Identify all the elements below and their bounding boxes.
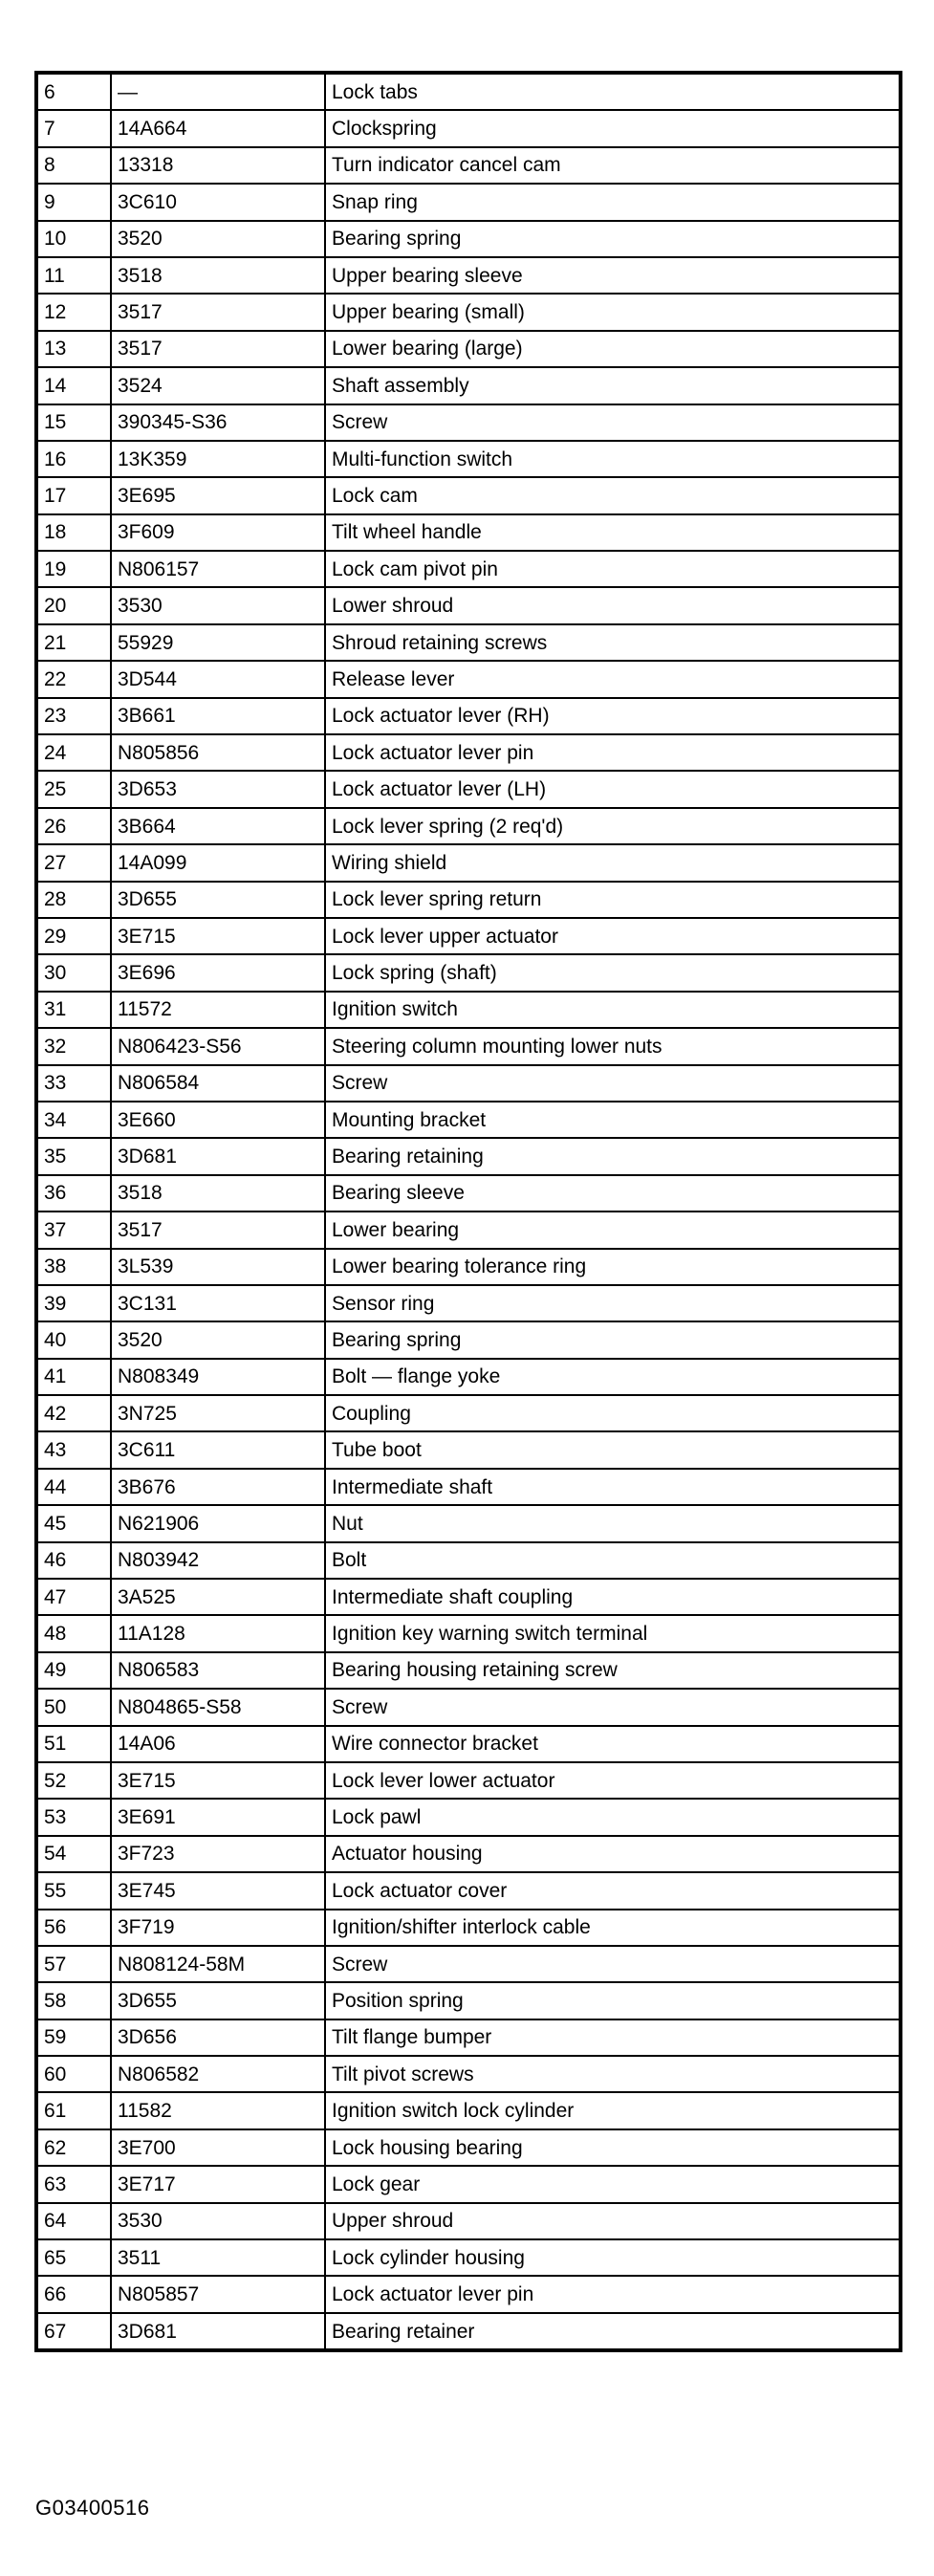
description-cell: Lock lever upper actuator [325,918,901,954]
part-number-cell: N805856 [111,734,325,771]
part-number-cell: 14A664 [111,110,325,146]
item-number-cell: 38 [36,1249,111,1285]
table-row [36,404,901,441]
description-cell: Intermediate shaft coupling [325,1579,901,1615]
table-row [36,992,901,1028]
table-row [36,294,901,330]
item-number-cell: 23 [36,698,111,734]
description-cell: Lock gear [325,2166,901,2202]
table-row [36,1762,901,1799]
table-row [36,2056,901,2092]
item-number-cell: 43 [36,1431,111,1468]
part-number-cell: 3E700 [111,2129,325,2166]
table-row [36,771,901,807]
table-row [36,1689,901,1725]
table-row [36,2313,901,2350]
item-number-cell: 45 [36,1505,111,1541]
part-number-cell: N806157 [111,551,325,587]
table-row [36,882,901,918]
table-row [36,514,901,551]
description-cell: Bearing retaining [325,1138,901,1174]
part-number-cell: 3A525 [111,1579,325,1615]
description-cell: Lower bearing tolerance ring [325,1249,901,1285]
part-number-cell: 3517 [111,1212,325,1248]
item-number-cell: 28 [36,882,111,918]
item-number-cell: 64 [36,2203,111,2239]
item-number-cell: 7 [36,110,111,146]
description-cell: Actuator housing [325,1836,901,1872]
table-row [36,110,901,146]
parts-table-body [36,73,901,2350]
item-number-cell: 35 [36,1138,111,1174]
part-number-cell: N808124-58M [111,1946,325,1982]
part-number-cell: 13318 [111,147,325,184]
table-row [36,2129,901,2166]
description-cell: Lock tabs [325,73,901,110]
table-row [36,441,901,477]
part-number-cell: N808349 [111,1359,325,1395]
item-number-cell: 11 [36,257,111,294]
item-number-cell: 62 [36,2129,111,2166]
description-cell: Lower bearing (large) [325,331,901,367]
item-number-cell: 24 [36,734,111,771]
item-number-cell: 50 [36,1689,111,1725]
description-cell: Bearing spring [325,1321,901,1358]
item-number-cell: 67 [36,2313,111,2350]
description-cell: Ignition switch lock cylinder [325,2092,901,2128]
item-number-cell: 30 [36,954,111,991]
table-row [36,624,901,661]
part-number-cell: 3D544 [111,661,325,697]
description-cell: Shaft assembly [325,367,901,404]
description-cell: Lock cylinder housing [325,2239,901,2276]
part-number-cell: 11582 [111,2092,325,2128]
part-number-cell: 3518 [111,257,325,294]
item-number-cell: 46 [36,1542,111,1579]
table-row [36,1542,901,1579]
description-cell: Clockspring [325,110,901,146]
table-row [36,551,901,587]
item-number-cell: 22 [36,661,111,697]
description-cell: Lock lever spring (2 req'd) [325,808,901,844]
description-cell: Upper shroud [325,2203,901,2239]
table-row [36,1982,901,2019]
part-number-cell: 3C131 [111,1285,325,1321]
item-number-cell: 27 [36,844,111,881]
table-row [36,331,901,367]
description-cell: Release lever [325,661,901,697]
item-number-cell: 20 [36,587,111,623]
item-number-cell: 61 [36,2092,111,2128]
part-number-cell: 3524 [111,367,325,404]
item-number-cell: 10 [36,221,111,257]
part-number-cell: N806582 [111,2056,325,2092]
item-number-cell: 55 [36,1872,111,1909]
description-cell: Lower bearing [325,1212,901,1248]
part-number-cell: 3D656 [111,2019,325,2056]
item-number-cell: 9 [36,184,111,220]
table-row [36,1652,901,1689]
item-number-cell: 66 [36,2276,111,2312]
item-number-cell: 51 [36,1726,111,1762]
description-cell: Lock actuator lever (LH) [325,771,901,807]
part-number-cell: 11572 [111,992,325,1028]
item-number-cell: 47 [36,1579,111,1615]
table-row [36,954,901,991]
description-cell: Sensor ring [325,1285,901,1321]
table-row [36,698,901,734]
description-cell: Wiring shield [325,844,901,881]
part-number-cell: 3F723 [111,1836,325,1872]
table-row [36,918,901,954]
table-row [36,477,901,513]
description-cell: Upper bearing sleeve [325,257,901,294]
item-number-cell: 53 [36,1799,111,1835]
item-number-cell: 41 [36,1359,111,1395]
item-number-cell: 65 [36,2239,111,2276]
description-cell: Lock housing bearing [325,2129,901,2166]
table-row [36,1726,901,1762]
item-number-cell: 32 [36,1028,111,1064]
part-number-cell: 3F609 [111,514,325,551]
item-number-cell: 33 [36,1065,111,1102]
part-number-cell: 3517 [111,331,325,367]
item-number-cell: 54 [36,1836,111,1872]
description-cell: Lock cam [325,477,901,513]
item-number-cell: 44 [36,1469,111,1505]
description-cell: Bearing spring [325,221,901,257]
table-row [36,1395,901,1431]
description-cell: Bearing housing retaining screw [325,1652,901,1689]
part-number-cell: 3C611 [111,1431,325,1468]
part-number-cell: 3F719 [111,1910,325,1946]
description-cell: Tilt flange bumper [325,2019,901,2056]
table-row [36,734,901,771]
item-number-cell: 57 [36,1946,111,1982]
table-row [36,1321,901,1358]
item-number-cell: 29 [36,918,111,954]
part-number-cell: 11A128 [111,1615,325,1651]
description-cell: Shroud retaining screws [325,624,901,661]
part-number-cell: 3E660 [111,1102,325,1138]
part-number-cell: N806423-S56 [111,1028,325,1064]
table-row [36,2276,901,2312]
part-number-cell: 3D655 [111,1982,325,2019]
part-number-cell: 14A099 [111,844,325,881]
description-cell: Lock actuator lever pin [325,734,901,771]
description-cell: Lock cam pivot pin [325,551,901,587]
part-number-cell: N805857 [111,2276,325,2312]
item-number-cell: 40 [36,1321,111,1358]
description-cell: Lock lever spring return [325,882,901,918]
part-number-cell: 3520 [111,1321,325,1358]
table-row [36,2092,901,2128]
item-number-cell: 14 [36,367,111,404]
description-cell: Lower shroud [325,587,901,623]
description-cell: Multi-function switch [325,441,901,477]
item-number-cell: 19 [36,551,111,587]
item-number-cell: 13 [36,331,111,367]
part-number-cell: 3B664 [111,808,325,844]
table-row [36,1138,901,1174]
description-cell: Wire connector bracket [325,1726,901,1762]
table-row [36,1212,901,1248]
table-row [36,1469,901,1505]
table-row [36,147,901,184]
figure-id: G03400516 [35,2496,150,2520]
table-row [36,1579,901,1615]
table-row [36,2019,901,2056]
description-cell: Steering column mounting lower nuts [325,1028,901,1064]
table-row [36,367,901,404]
description-cell: Intermediate shaft [325,1469,901,1505]
description-cell: Lock actuator cover [325,1872,901,1909]
item-number-cell: 49 [36,1652,111,1689]
part-number-cell: 3B661 [111,698,325,734]
table-row [36,844,901,881]
table-row [36,2239,901,2276]
table-row [36,1836,901,1872]
table-row [36,1910,901,1946]
part-number-cell: N803942 [111,1542,325,1579]
description-cell: Lock lever lower actuator [325,1762,901,1799]
part-number-cell: 3E715 [111,1762,325,1799]
item-number-cell: 6 [36,73,111,110]
table-row [36,1505,901,1541]
part-number-cell: 3D681 [111,2313,325,2350]
table-row [36,1065,901,1102]
item-number-cell: 59 [36,2019,111,2056]
item-number-cell: 17 [36,477,111,513]
description-cell: Screw [325,404,901,441]
table-row [36,184,901,220]
description-cell: Screw [325,1689,901,1725]
table-row [36,1615,901,1651]
item-number-cell: 15 [36,404,111,441]
part-number-cell: 3511 [111,2239,325,2276]
part-number-cell: N806583 [111,1652,325,1689]
table-row [36,1249,901,1285]
description-cell: Screw [325,1065,901,1102]
table-row [36,221,901,257]
item-number-cell: 25 [36,771,111,807]
table-row [36,1431,901,1468]
description-cell: Upper bearing (small) [325,294,901,330]
table-row [36,1799,901,1835]
item-number-cell: 37 [36,1212,111,1248]
description-cell: Ignition key warning switch terminal [325,1615,901,1651]
item-number-cell: 63 [36,2166,111,2202]
description-cell: Turn indicator cancel cam [325,147,901,184]
part-number-cell: 3C610 [111,184,325,220]
part-number-cell: 3530 [111,2203,325,2239]
item-number-cell: 34 [36,1102,111,1138]
description-cell: Bolt — flange yoke [325,1359,901,1395]
description-cell: Ignition switch [325,992,901,1028]
table-row [36,2203,901,2239]
item-number-cell: 31 [36,992,111,1028]
description-cell: Tilt pivot screws [325,2056,901,2092]
part-number-cell: 3E696 [111,954,325,991]
description-cell: Tube boot [325,1431,901,1468]
table-row [36,808,901,844]
part-number-cell: 3E745 [111,1872,325,1909]
item-number-cell: 36 [36,1175,111,1212]
part-number-cell: 14A06 [111,1726,325,1762]
part-number-cell: 3517 [111,294,325,330]
item-number-cell: 18 [36,514,111,551]
description-cell: Lock spring (shaft) [325,954,901,991]
table-row [36,1872,901,1909]
description-cell: Screw [325,1946,901,1982]
part-number-cell: 13K359 [111,441,325,477]
table-row [36,1175,901,1212]
item-number-cell: 39 [36,1285,111,1321]
part-number-cell: 3E715 [111,918,325,954]
item-number-cell: 58 [36,1982,111,2019]
part-number-cell: — [111,73,325,110]
item-number-cell: 42 [36,1395,111,1431]
item-number-cell: 56 [36,1910,111,1946]
item-number-cell: 8 [36,147,111,184]
description-cell: Position spring [325,1982,901,2019]
item-number-cell: 52 [36,1762,111,1799]
table-row [36,257,901,294]
table-row [36,73,901,110]
table-row [36,1102,901,1138]
part-number-cell: 3E695 [111,477,325,513]
part-number-cell: 3518 [111,1175,325,1212]
part-number-cell: 3530 [111,587,325,623]
item-number-cell: 16 [36,441,111,477]
description-cell: Bolt [325,1542,901,1579]
description-cell: Lock pawl [325,1799,901,1835]
part-number-cell: 3E691 [111,1799,325,1835]
description-cell: Bearing sleeve [325,1175,901,1212]
table-row [36,1028,901,1064]
description-cell: Mounting bracket [325,1102,901,1138]
item-number-cell: 48 [36,1615,111,1651]
part-number-cell: 3D681 [111,1138,325,1174]
description-cell: Coupling [325,1395,901,1431]
description-cell: Snap ring [325,184,901,220]
part-number-cell: 390345-S36 [111,404,325,441]
table-row [36,661,901,697]
part-number-cell: 3D655 [111,882,325,918]
table-row [36,1946,901,1982]
table-row [36,587,901,623]
parts-table [34,71,902,2352]
table-row [36,1285,901,1321]
part-number-cell: 55929 [111,624,325,661]
table-row [36,1359,901,1395]
part-number-cell: N621906 [111,1505,325,1541]
item-number-cell: 12 [36,294,111,330]
part-number-cell: 3N725 [111,1395,325,1431]
part-number-cell: 3520 [111,221,325,257]
description-cell: Ignition/shifter interlock cable [325,1910,901,1946]
part-number-cell: 3B676 [111,1469,325,1505]
description-cell: Lock actuator lever pin [325,2276,901,2312]
part-number-cell: N806584 [111,1065,325,1102]
part-number-cell: 3L539 [111,1249,325,1285]
table-row [36,2166,901,2202]
description-cell: Nut [325,1505,901,1541]
part-number-cell: 3E717 [111,2166,325,2202]
description-cell: Tilt wheel handle [325,514,901,551]
item-number-cell: 21 [36,624,111,661]
item-number-cell: 60 [36,2056,111,2092]
part-number-cell: 3D653 [111,771,325,807]
description-cell: Lock actuator lever (RH) [325,698,901,734]
item-number-cell: 26 [36,808,111,844]
description-cell: Bearing retainer [325,2313,901,2350]
part-number-cell: N804865-S58 [111,1689,325,1725]
